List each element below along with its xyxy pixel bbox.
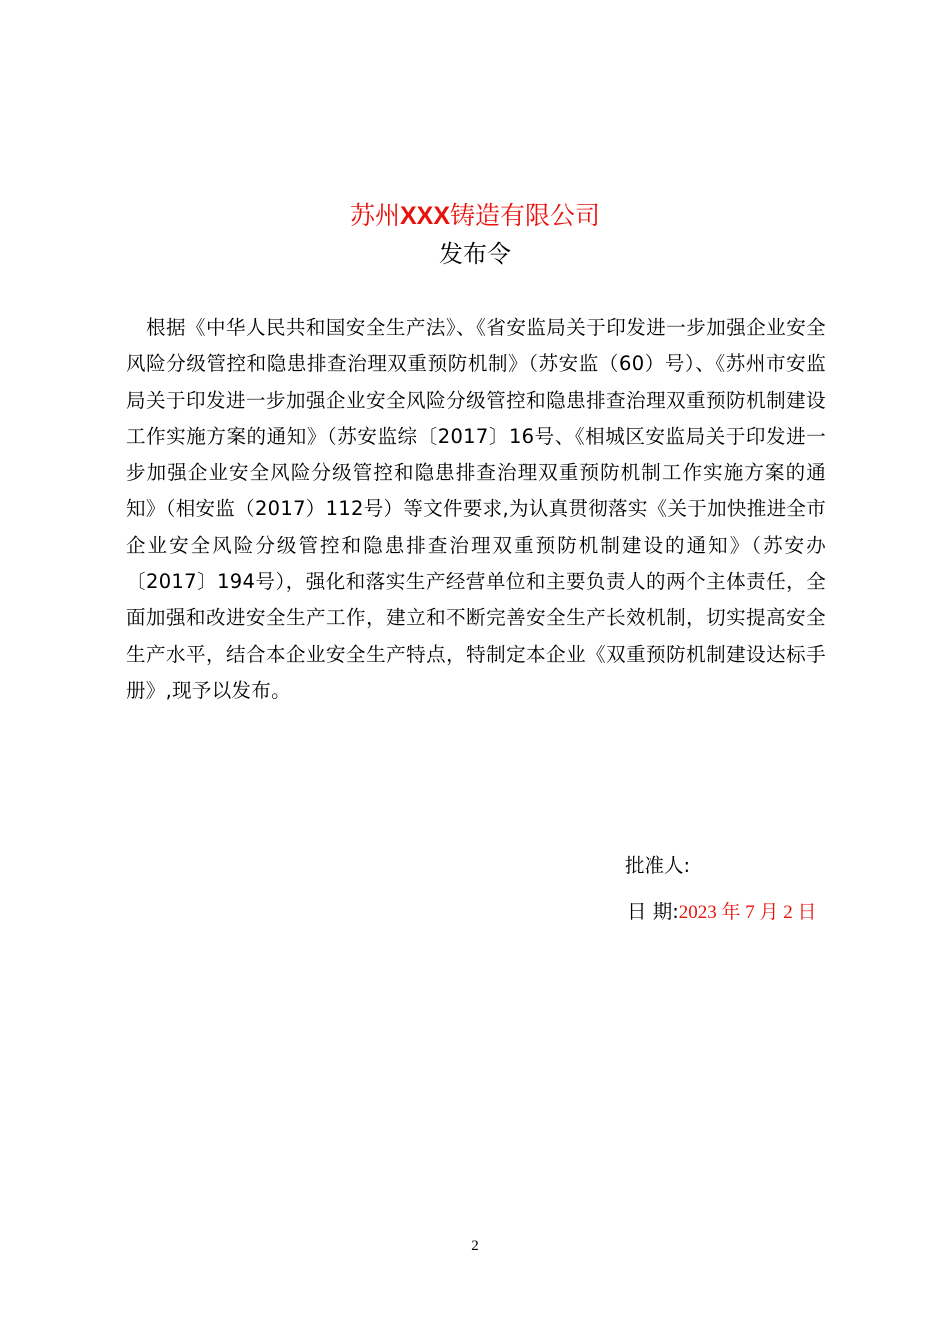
approver-label: 批准人: xyxy=(625,854,691,877)
company-name-prefix: 苏州 xyxy=(349,201,400,230)
date-label: 日 期: xyxy=(627,900,679,923)
body-paragraph: 根据《中华人民共和国安全生产法》、《省安监局关于印发进一步加强企业安全风险分级管控和隐患排查治理双重预防机制》（苏安监（60）号）、《苏州市安监局关于印发进一步加强企业安全风险分级管控和隐患排查治理双重预防机制建设工作实施方案的通知》（苏安监综〔2017〕16号、《相城区安监局关于印发进一步加强企业安全风险分级管控和隐患排查治理双重预防机制工作实施方案的通知》（相安监（2017）112号）等文件要求,为认真贯彻落实《关于加快推进全市企业安全风险分级管控和隐患排查治理双重预防机制建设的通知》（苏安办〔2017〕194号），强化和落实生产经营单位和主要负责人的两个主体责任，全面加强和改进安全生产工作，建立和不断完善安全生产长效机制，切实提高安全生产水平，结合本企业安全生产特点，特制定本企业《双重预防机制建设达标手册》,现予以发布。 xyxy=(126,316,826,702)
company-name-placeholder: XXX xyxy=(399,202,451,230)
date-line xyxy=(627,898,817,927)
company-name-heading xyxy=(0,200,950,232)
date-value: 2023 年 7 月 2 日 xyxy=(678,902,817,923)
company-name-suffix: 铸造有限公司 xyxy=(450,201,601,230)
document-title: 发布令 xyxy=(439,240,511,268)
page-number: 2 xyxy=(471,1238,479,1254)
